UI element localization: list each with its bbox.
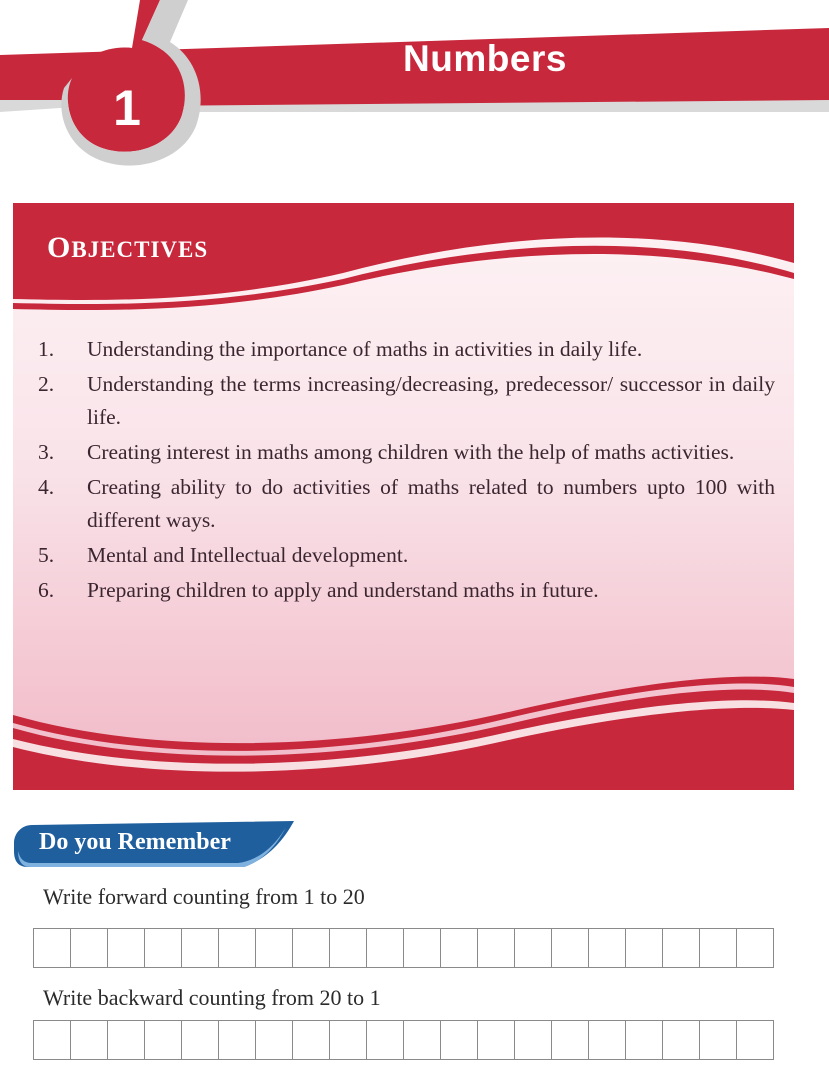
objective-item [35, 539, 775, 572]
remember-label: Do you Remember [39, 829, 231, 855]
objectives-heading [47, 231, 208, 265]
objective-text: Understanding the importance of maths in activities in daily life. [87, 337, 643, 361]
answer-box[interactable] [108, 928, 145, 968]
answer-box[interactable] [293, 1020, 330, 1060]
objectives-heading-initial: O [47, 231, 72, 264]
answer-box[interactable] [404, 928, 441, 968]
answer-box[interactable] [700, 1020, 737, 1060]
answer-box[interactable] [71, 928, 108, 968]
objective-number: 6. [38, 578, 55, 602]
objective-item [35, 333, 775, 366]
answer-box[interactable] [552, 1020, 589, 1060]
answer-box[interactable] [145, 928, 182, 968]
answer-box[interactable] [34, 928, 71, 968]
answer-box[interactable] [330, 1020, 367, 1060]
answer-box[interactable] [478, 928, 515, 968]
objective-text: Creating ability to do activities of maths related to numbers upto 100 with different ways. [87, 475, 775, 532]
backward-counting-prompt: Write backward counting from 20 to 1 [43, 985, 381, 1010]
objective-item [35, 436, 775, 469]
answer-box[interactable] [589, 1020, 626, 1060]
answer-box[interactable] [367, 928, 404, 968]
answer-box[interactable] [663, 928, 700, 968]
chapter-number: 1 [113, 80, 141, 136]
objective-number: 1. [38, 337, 55, 361]
answer-box[interactable] [219, 1020, 256, 1060]
answer-box[interactable] [182, 1020, 219, 1060]
objective-number: 5. [38, 543, 55, 567]
objective-item [35, 368, 775, 434]
objective-number: 4. [38, 475, 55, 499]
answer-box[interactable] [626, 928, 663, 968]
answer-box[interactable] [108, 1020, 145, 1060]
backward-counting-grid [33, 1020, 774, 1060]
objective-text: Preparing children to apply and understand maths in future. [87, 578, 599, 602]
answer-box[interactable] [700, 928, 737, 968]
answer-box[interactable] [145, 1020, 182, 1060]
objective-text: Understanding the terms increasing/decreasing, predecessor/ successor in daily life. [87, 372, 775, 429]
objectives-list [35, 333, 775, 609]
objective-text: Mental and Intellectual development. [87, 543, 409, 567]
objective-text: Creating interest in maths among children with the help of maths activities. [87, 440, 735, 464]
answer-box[interactable] [219, 928, 256, 968]
objectives-panel [13, 203, 794, 790]
answer-box[interactable] [330, 928, 367, 968]
answer-box[interactable] [552, 928, 589, 968]
answer-box[interactable] [441, 1020, 478, 1060]
objective-number: 2. [38, 372, 55, 396]
answer-box[interactable] [626, 1020, 663, 1060]
objectives-heading-rest: BJECTIVES [71, 237, 209, 262]
answer-box[interactable] [589, 928, 626, 968]
answer-box[interactable] [293, 928, 330, 968]
answer-box[interactable] [737, 1020, 774, 1060]
chapter-title: Numbers [403, 38, 567, 79]
answer-box[interactable] [663, 1020, 700, 1060]
answer-box[interactable] [34, 1020, 71, 1060]
answer-box[interactable] [367, 1020, 404, 1060]
answer-box[interactable] [737, 928, 774, 968]
objective-item [35, 574, 775, 607]
answer-box[interactable] [515, 928, 552, 968]
answer-box[interactable] [404, 1020, 441, 1060]
answer-box[interactable] [182, 928, 219, 968]
forward-counting-prompt: Write forward counting from 1 to 20 [43, 884, 365, 909]
answer-box[interactable] [71, 1020, 108, 1060]
answer-box[interactable] [478, 1020, 515, 1060]
answer-box[interactable] [256, 1020, 293, 1060]
objective-item [35, 471, 775, 537]
answer-box[interactable] [441, 928, 478, 968]
objective-number: 3. [38, 440, 55, 464]
answer-box[interactable] [515, 1020, 552, 1060]
answer-box[interactable] [256, 928, 293, 968]
forward-counting-grid [33, 928, 774, 968]
